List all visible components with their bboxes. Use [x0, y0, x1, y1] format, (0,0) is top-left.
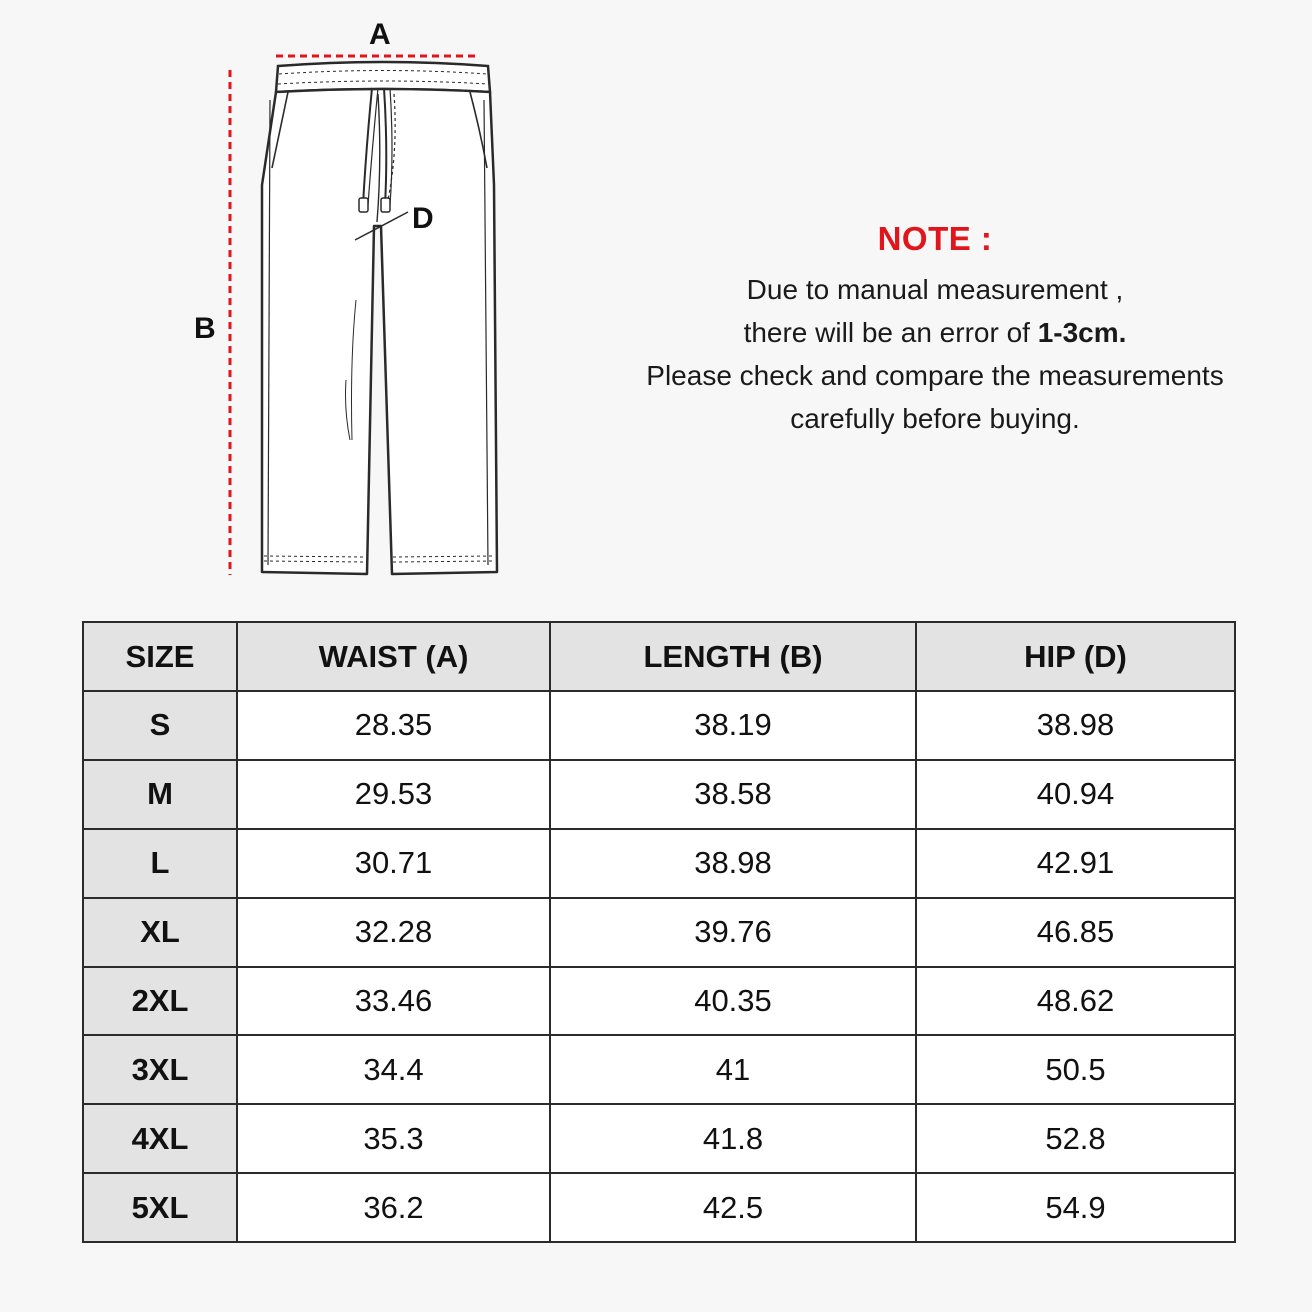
table-row	[83, 829, 1235, 898]
length-cell: 40.35	[550, 967, 916, 1036]
note-error-range: 1-3cm.	[1037, 317, 1127, 348]
length-cell: 38.19	[550, 691, 916, 760]
pants-diagram	[0, 0, 620, 600]
note-line-2-prefix: there will be an error of	[743, 317, 1038, 348]
size-cell: S	[83, 691, 237, 760]
hip-cell: 46.85	[916, 898, 1235, 967]
label-d: D	[412, 202, 434, 235]
header-hip: HIP (D)	[916, 622, 1235, 691]
table-row	[83, 967, 1235, 1036]
table-header-row	[83, 622, 1235, 691]
note-line-3: Please check and compare the measurements	[646, 360, 1224, 391]
note-line-2	[620, 311, 1250, 354]
table-row	[83, 1173, 1235, 1242]
size-cell: 2XL	[83, 967, 237, 1036]
note-title: NOTE :	[877, 220, 993, 257]
waist-cell: 33.46	[237, 967, 550, 1036]
label-a: A	[369, 18, 391, 51]
size-cell: 5XL	[83, 1173, 237, 1242]
hip-cell: 50.5	[916, 1035, 1235, 1104]
pants-illustration	[0, 0, 620, 600]
length-cell: 38.58	[550, 760, 916, 829]
waist-cell: 29.53	[237, 760, 550, 829]
length-cell: 41	[550, 1035, 916, 1104]
waist-cell: 35.3	[237, 1104, 550, 1173]
waist-cell: 32.28	[237, 898, 550, 967]
size-cell: 3XL	[83, 1035, 237, 1104]
table-row	[83, 760, 1235, 829]
header-size: SIZE	[83, 622, 237, 691]
length-cell: 39.76	[550, 898, 916, 967]
waist-cell: 36.2	[237, 1173, 550, 1242]
table-row	[83, 898, 1235, 967]
waist-cell: 34.4	[237, 1035, 550, 1104]
note-line-1: Due to manual measurement ,	[746, 274, 1124, 305]
hip-cell: 48.62	[916, 967, 1235, 1036]
hip-cell: 38.98	[916, 691, 1235, 760]
table-row	[83, 1104, 1235, 1173]
label-b: B	[194, 312, 216, 345]
size-cell: M	[83, 760, 237, 829]
header-waist: WAIST (A)	[237, 622, 550, 691]
size-cell: XL	[83, 898, 237, 967]
hip-cell: 42.91	[916, 829, 1235, 898]
length-cell: 41.8	[550, 1104, 916, 1173]
size-chart-table	[82, 621, 1236, 1243]
waist-cell: 28.35	[237, 691, 550, 760]
table-row	[83, 691, 1235, 760]
table-row	[83, 1035, 1235, 1104]
measurement-note	[620, 220, 1250, 440]
hip-cell: 52.8	[916, 1104, 1235, 1173]
hip-cell: 54.9	[916, 1173, 1235, 1242]
note-line-4: carefully before buying.	[790, 403, 1080, 434]
size-cell: 4XL	[83, 1104, 237, 1173]
waistband	[276, 62, 490, 92]
length-cell: 42.5	[550, 1173, 916, 1242]
size-cell: L	[83, 829, 237, 898]
hip-cell: 40.94	[916, 760, 1235, 829]
length-cell: 38.98	[550, 829, 916, 898]
waist-cell: 30.71	[237, 829, 550, 898]
header-length: LENGTH (B)	[550, 622, 916, 691]
